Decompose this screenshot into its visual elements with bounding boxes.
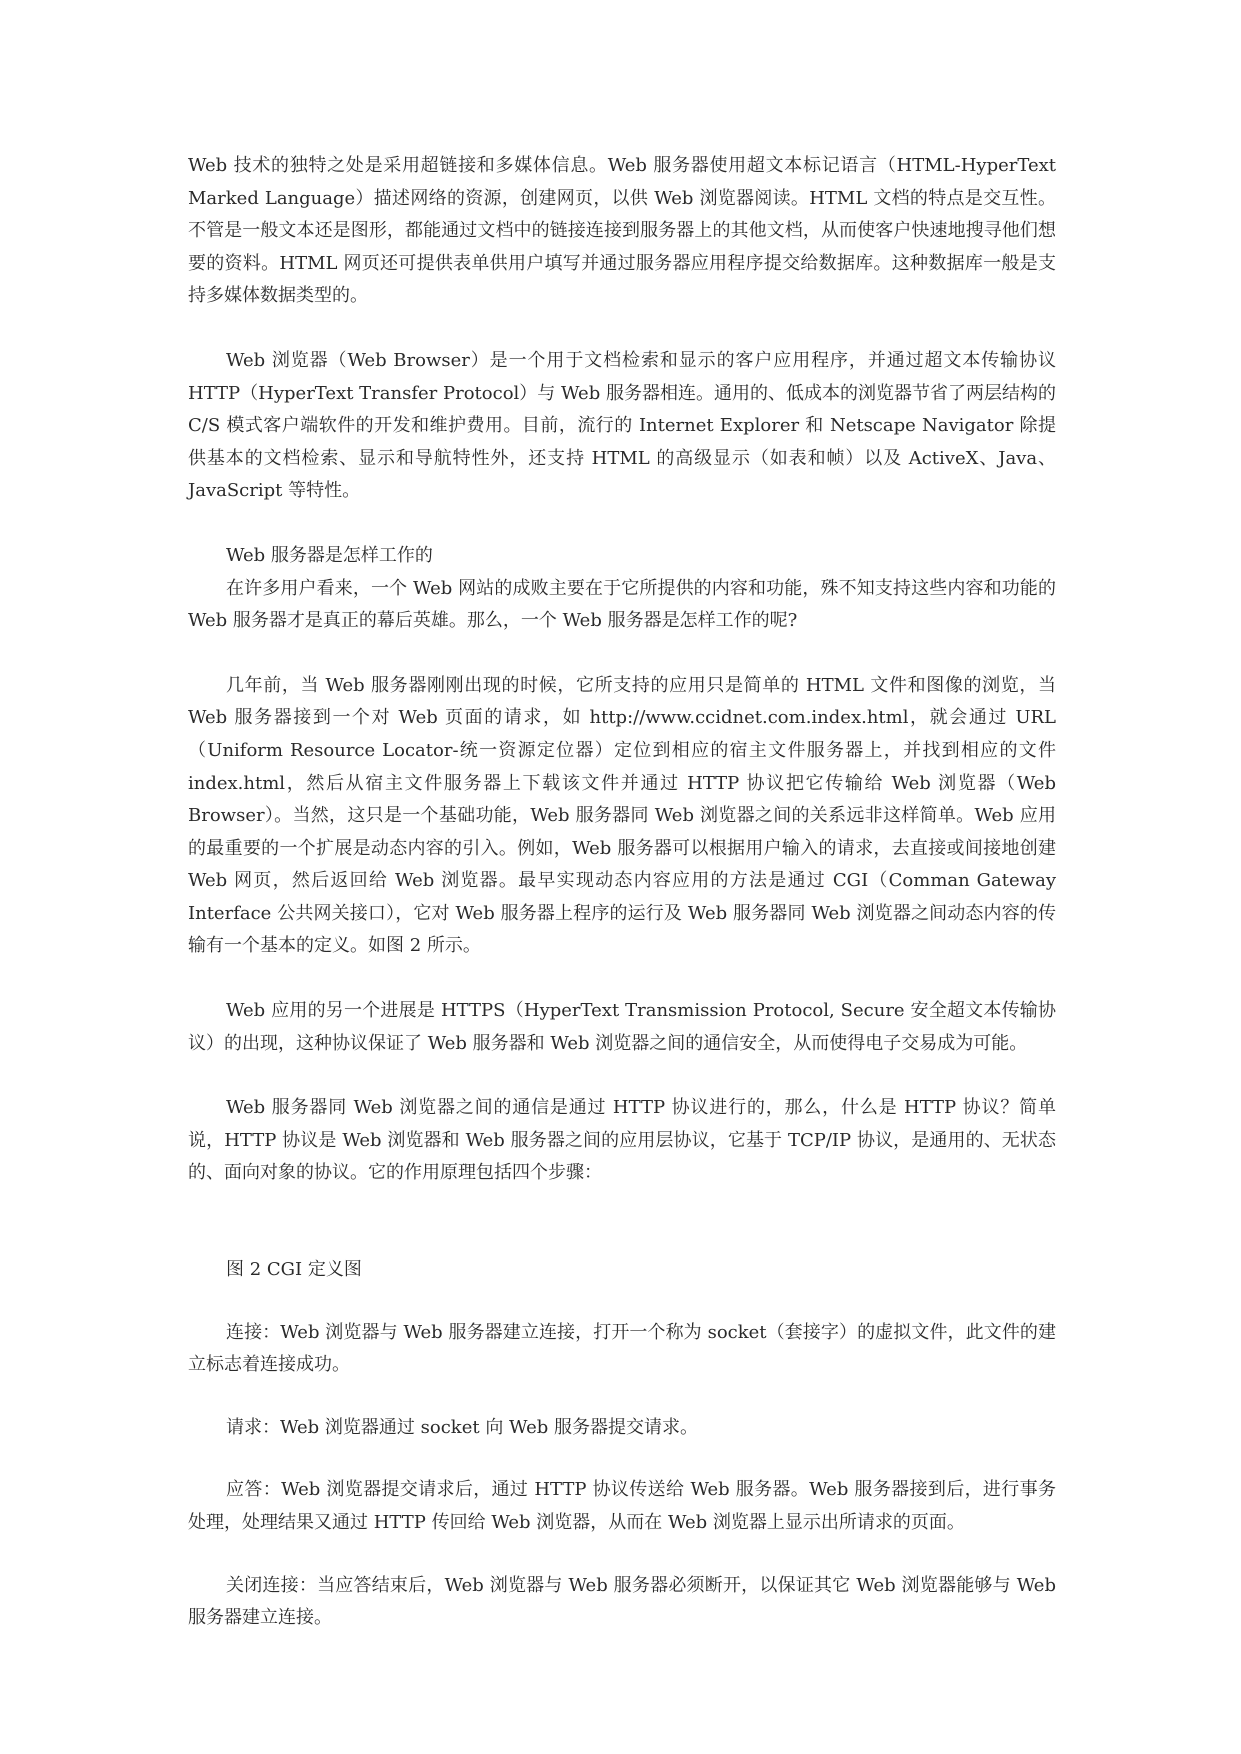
section-heading: Web 服务器是怎样工作的: [226, 544, 433, 566]
paragraph-server-role: 在许多用户看来，一个 Web 网站的成败主要在于它所提供的内容和功能，殊不知支持这些内容和功能的 Web 服务器才是真正的幕后英雄。那么，一个 Web 服务器是怎样工作的呢?: [188, 577, 1056, 632]
paragraph-spacer: [188, 1382, 1056, 1412]
step-close: 关闭连接：当应答结束后，Web 浏览器与 Web 服务器必须断开，以保证其它 Web 浏览器能够与 Web 服务器建立连接。: [188, 1574, 1056, 1629]
paragraph-spacer: [188, 1190, 1056, 1254]
paragraph-spacer: [188, 508, 1056, 540]
paragraph-spacer: [188, 1444, 1056, 1474]
paragraph-spacer: [188, 963, 1056, 995]
paragraph-spacer: [188, 1287, 1056, 1317]
step-request: 请求：Web 浏览器通过 socket 向 Web 服务器提交请求。: [226, 1416, 698, 1438]
paragraph-spacer: [188, 638, 1056, 670]
paragraph-http-protocol: Web 服务器同 Web 浏览器之间的通信是通过 HTTP 协议进行的，那么，什么是 HTTP 协议？简单说，HTTP 协议是 Web 浏览器和 Web 服务器之间的应用层协议，它基于 TCP/IP 协议，是通用的、无状态的、面向对象的协议。它的作用原理包括四个步骤：: [188, 1097, 1056, 1184]
figure-caption: 图 2 CGI 定义图: [226, 1259, 362, 1281]
paragraph-spacer: [188, 313, 1056, 345]
paragraph-web-intro: Web 技术的独特之处是采用超链接和多媒体信息。Web 服务器使用超文本标记语言（HTML-HyperText Marked Language）描述网络的资源，创建网页，以供 Web 浏览器阅读。HTML 文档的特点是交互性。不管是一般文本还是图形，都能通过文档中的链接连接到服务器上的其他文档，从而使客户快速地搜寻他们想要的资料。HTML 网页还可提供表单供用户填写并通过服务器应用程序提交给数据库。这种数据库一般是支持多媒体数据类型的。: [188, 155, 1056, 307]
paragraph-spacer: [188, 1540, 1056, 1570]
document-page: [188, 150, 1056, 1635]
step-response: 应答：Web 浏览器提交请求后，通过 HTTP 协议传送给 Web 服务器。Web 服务器接到后，进行事务处理，处理结果又通过 HTTP 传回给 Web 浏览器，从而在 Web 浏览器上显示出所请求的页面。: [188, 1479, 1056, 1533]
paragraph-history: 几年前，当 Web 服务器刚刚出现的时候，它所支持的应用只是简单的 HTML 文件和图像的浏览，当 Web 服务器接到一个对 Web 页面的请求，如 http://www.ccidnet.com.index.html，就会通过 URL（Uniform Resource Locator-统一资源定位器）定位到相应的宿主文件服务器上，并找到相应的文件 index.html，然后从宿主文件服务器上下载该文件并通过 HTTP 协议把它传输给 Web 浏览器（Web Browser）。当然，这只是一个基础功能，Web 服务器同 Web 浏览器之间的关系远非这样简单。Web 应用的最重要的一个扩展是动态内容的引入。例如，Web 服务器可以根据用户输入的请求，去直接或间接地创建 Web 网页，然后返回给 Web 浏览器。最早实现动态内容应用的方法是通过 CGI（Comman Gateway Interface 公共网关接口），它对 Web 服务器上程序的运行及 Web 服务器同 Web 浏览器之间动态内容的传输有一个基本的定义。如图 2 所示。: [188, 674, 1056, 957]
paragraph-https: Web 应用的另一个进展是 HTTPS（HyperText Transmission Protocol, Secure 安全超文本传输协议）的出现，这种协议保证了 Web 服务器和 Web 浏览器之间的通信安全，从而使得电子交易成为可能。: [188, 1000, 1056, 1054]
paragraph-spacer: [188, 1060, 1056, 1092]
paragraph-web-browser: Web 浏览器（Web Browser）是一个用于文档检索和显示的客户应用程序，并通过超文本传输协议 HTTP（HyperText Transfer Protocol）与 Web 服务器相连。通用的、低成本的浏览器节省了两层结构的 C/S 模式客户端软件的开发和维护费用。目前，流行的 Internet Explorer 和 Netscape Navigator 除提供基本的文档检索、显示和导航特性外，还支持 HTML 的高级显示（如表和帧）以及 ActiveX、Java、JavaScript 等特性。: [188, 349, 1056, 502]
step-connect: 连接：Web 浏览器与 Web 服务器建立连接，打开一个称为 socket（套接字）的虚拟文件，此文件的建立标志着连接成功。: [188, 1321, 1056, 1376]
